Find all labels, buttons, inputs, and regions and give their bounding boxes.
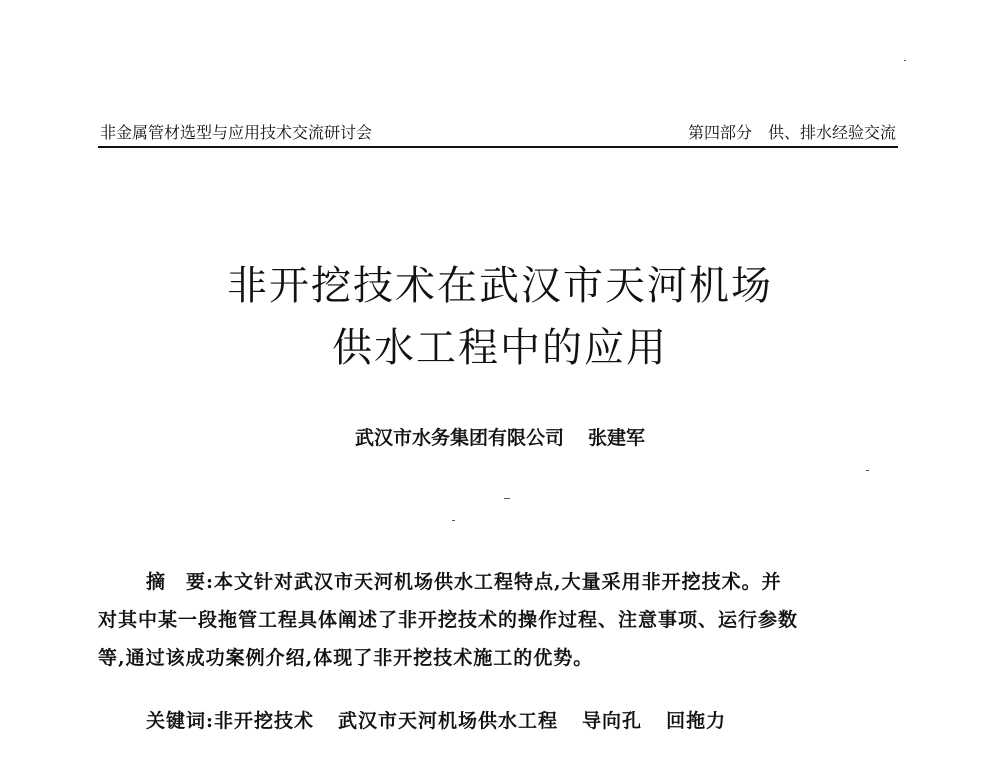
running-header — [98, 120, 898, 148]
abstract-line-3: 等,通过该成功案例介绍,体现了非开挖技术施工的优势。 — [98, 647, 594, 669]
abstract-label: 摘 要: — [146, 571, 215, 593]
abstract — [98, 563, 902, 677]
keyword-item: 回拖力 — [666, 710, 727, 732]
affiliation: 武汉市水务集团有限公司 — [354, 427, 564, 449]
abstract-line-2: 对其中某一段拖管工程具体阐述了非开挖技术的操作过程、注意事项、运行参数 — [98, 609, 799, 631]
header-section-title: 第四部分 供、排水经验交流 — [687, 123, 896, 142]
scan-speck — [866, 470, 869, 471]
paper-title — [0, 255, 1000, 379]
header-conference-title: 非金属管材选型与应用技术交流研讨会 — [100, 123, 373, 142]
keyword-item: 导向孔 — [582, 710, 643, 732]
abstract-line-1 — [98, 563, 902, 601]
scan-speck — [504, 498, 510, 499]
keyword-item: 武汉市天河机场供水工程 — [338, 710, 559, 732]
keywords — [146, 706, 886, 736]
scan-speck — [452, 520, 455, 521]
title-line-1: 非开挖技术在武汉市天河机场 — [227, 263, 773, 309]
keyword-item: 非开挖技术 — [214, 710, 315, 732]
keywords-label: 关键词: — [146, 710, 215, 732]
title-line-2: 供水工程中的应用 — [332, 325, 668, 371]
byline — [0, 424, 1000, 452]
author-name: 张建军 — [588, 427, 646, 449]
abstract-text-1: 本文针对武汉市天河机场供水工程特点,大量采用非开挖技术。并 — [214, 571, 782, 593]
scan-speck — [904, 60, 906, 61]
